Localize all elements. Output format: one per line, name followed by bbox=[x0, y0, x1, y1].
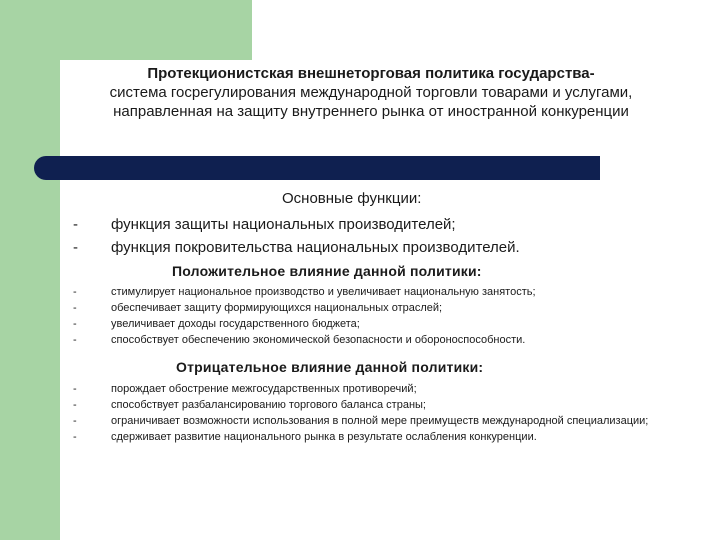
list-item-text: способствует обеспечению экономической безопасности и обороноспособности. bbox=[111, 334, 526, 346]
bullet-dash: - bbox=[73, 318, 77, 330]
list-item bbox=[73, 413, 663, 429]
slide-title bbox=[60, 64, 682, 121]
bullet-dash: - bbox=[73, 286, 77, 298]
title-main: Протекционистская внешнеторговая политика государства- bbox=[147, 65, 595, 82]
functions-list bbox=[73, 213, 673, 259]
negative-heading: Отрицательное влияние данной политики: bbox=[176, 359, 484, 375]
list-item bbox=[73, 236, 673, 259]
decorative-green-strip bbox=[0, 154, 60, 540]
positive-heading: Положительное влияние данной политики: bbox=[172, 263, 482, 279]
bullet-dash: - bbox=[73, 216, 78, 233]
bullet-dash: - bbox=[73, 334, 77, 346]
list-item bbox=[73, 316, 663, 332]
list-item bbox=[73, 429, 663, 445]
list-item bbox=[73, 397, 663, 413]
negative-list bbox=[73, 381, 663, 445]
bullet-dash: - bbox=[73, 399, 77, 411]
bullet-dash: - bbox=[73, 431, 77, 443]
list-item-text: стимулирует национальное производство и увеличивает национальную занятость; bbox=[111, 286, 536, 298]
list-item bbox=[73, 300, 663, 316]
decorative-navy-bar bbox=[34, 156, 600, 180]
list-item bbox=[73, 381, 663, 397]
list-item-text: способствует разбалансированию торгового баланса страны; bbox=[111, 399, 426, 411]
list-item-text: сдерживает развитие национального рынка в результате ослабления конкуренции. bbox=[111, 431, 537, 443]
list-item-text: ограничивает возможности использования в полной мере преимуществ международной специализации; bbox=[111, 415, 649, 427]
title-description: система госрегулирования международной торговли товарами и услугами, направленная на защиту внутреннего рынка от иностранной конкуренции bbox=[109, 84, 633, 120]
list-item-text: обеспечивает защиту формирующихся национальных отраслей; bbox=[111, 302, 443, 314]
positive-list bbox=[73, 284, 663, 348]
bullet-dash: - bbox=[73, 383, 77, 395]
list-item-text: порождает обострение межгосударственных противоречий; bbox=[111, 383, 417, 395]
list-item-text: увеличивает доходы государственного бюджета; bbox=[111, 318, 360, 330]
list-item-text: функция покровительства национальных производителей. bbox=[111, 239, 520, 256]
bullet-dash: - bbox=[73, 239, 78, 256]
list-item bbox=[73, 213, 673, 236]
functions-heading: Основные функции: bbox=[282, 190, 422, 207]
bullet-dash: - bbox=[73, 302, 77, 314]
list-item-text: функция защиты национальных производителей; bbox=[111, 216, 456, 233]
list-item bbox=[73, 284, 663, 300]
list-item bbox=[73, 332, 663, 348]
bullet-dash: - bbox=[73, 415, 77, 427]
